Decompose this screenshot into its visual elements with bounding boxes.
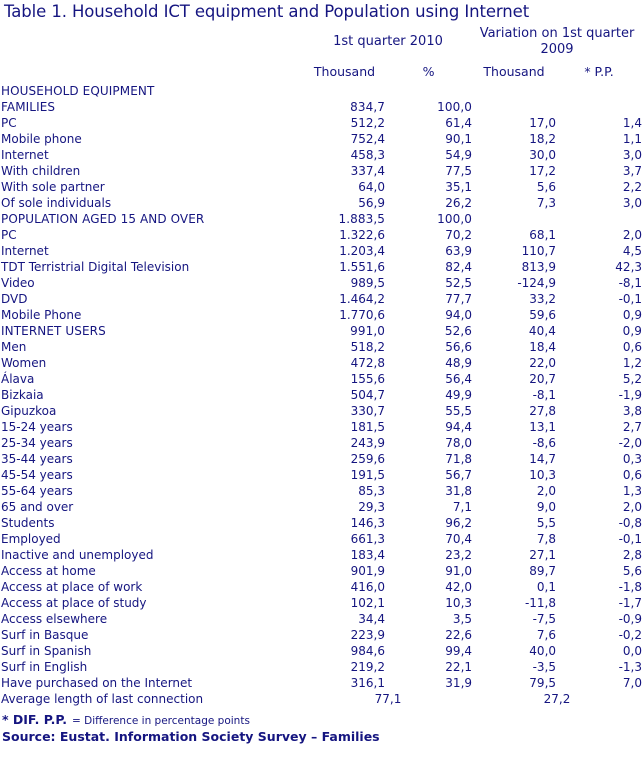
row-value-thousand-2010: 512,2: [350, 116, 385, 130]
row-value-percent: 100,0: [437, 212, 473, 226]
row-value-pp: -1,9: [618, 388, 643, 402]
row-value-span-variation: 27,2: [543, 692, 571, 706]
row-value-pp: 2,2: [622, 180, 643, 194]
table-row: [1, 387, 642, 403]
table-row: [1, 131, 642, 147]
row-value-thousand-2010: 85,3: [358, 484, 385, 498]
table-row: [1, 323, 642, 339]
row-value-percent: 90,1: [445, 132, 473, 146]
header-subcorner-blank: [1, 59, 304, 83]
row-value-thousand-variation: [472, 99, 556, 115]
row-value-thousand-variation: 110,7: [521, 244, 557, 258]
row-value-thousand-2010: 416,0: [350, 580, 385, 594]
row-value-thousand-2010: 1.322,6: [339, 228, 385, 242]
row-label: With children: [1, 164, 81, 178]
row-value-percent: 10,3: [445, 596, 473, 610]
row-value-pp: 0,9: [622, 324, 643, 338]
row-value-thousand-2010: 518,2: [350, 340, 385, 354]
table-row: [1, 595, 642, 611]
table-row: [1, 627, 642, 643]
ict-table: [1, 25, 642, 707]
row-value-percent: 94,0: [445, 308, 473, 322]
table-row: [1, 499, 642, 515]
row-value-thousand-variation: 10,3: [529, 468, 557, 482]
row-value-thousand-2010: 834,7: [350, 100, 385, 114]
row-value-thousand-variation: 40,0: [529, 644, 557, 658]
row-value-thousand-variation: 30,0: [529, 148, 557, 162]
row-value-thousand-2010: [304, 83, 385, 99]
row-value-pp: 0,6: [622, 340, 643, 354]
row-value-thousand-variation: 18,2: [529, 132, 557, 146]
row-value-percent: 94,4: [445, 420, 473, 434]
row-value-percent: 54,9: [445, 148, 473, 162]
row-value-thousand-2010: 1.203,4: [339, 244, 385, 258]
row-label: Men: [1, 340, 27, 354]
row-value-pp: [556, 99, 642, 115]
row-value-thousand-variation: -124,9: [517, 276, 557, 290]
header-col-pp: * P.P.: [584, 63, 614, 79]
row-value-thousand-2010: 1.464,2: [339, 292, 385, 306]
table-row: [1, 643, 642, 659]
row-value-thousand-2010: 984,6: [350, 644, 385, 658]
row-value-thousand-2010: 1.883,5: [338, 212, 385, 226]
row-value-thousand-2010: 901,9: [350, 564, 385, 578]
row-value-thousand-2010: 243,9: [350, 436, 385, 450]
row-value-thousand-variation: 17,2: [529, 164, 557, 178]
row-value-thousand-variation: 0,1: [536, 580, 557, 594]
row-value-percent: 22,6: [445, 628, 473, 642]
row-value-thousand-variation: 14,7: [529, 452, 557, 466]
row-value-pp: 0,0: [622, 644, 643, 658]
row-label: INTERNET USERS: [1, 324, 106, 338]
row-value-pp: 0,6: [622, 468, 643, 482]
row-value-thousand-variation: 9,0: [536, 500, 557, 514]
row-value-pp: -0,9: [618, 612, 643, 626]
table-row: [1, 163, 642, 179]
row-value-percent: 56,7: [445, 468, 473, 482]
row-label: Women: [1, 356, 47, 370]
table-row: [1, 451, 642, 467]
row-value-pp: [556, 211, 642, 227]
row-value-pp: 3,8: [622, 404, 643, 418]
row-value-thousand-variation: 7,8: [536, 532, 557, 546]
row-value-thousand-variation: 59,6: [529, 308, 557, 322]
row-value-thousand-variation: -3,5: [532, 660, 557, 674]
row-value-thousand-variation: -8,6: [532, 436, 557, 450]
row-value-percent: 77,5: [445, 164, 473, 178]
row-value-thousand-variation: 27,1: [529, 548, 557, 562]
row-value-thousand-2010: 56,9: [358, 196, 385, 210]
table-notes: [0, 707, 644, 745]
row-value-pp: 2,0: [622, 500, 643, 514]
page-title: Table 1. Household ICT equipment and Population using Internet: [4, 2, 530, 21]
row-value-thousand-variation: 27,8: [529, 404, 557, 418]
row-value-thousand-variation: 7,6: [536, 628, 557, 642]
row-value-percent: 52,6: [444, 324, 473, 338]
row-value-thousand-variation: 79,5: [529, 676, 557, 690]
row-value-thousand-variation: 13,1: [529, 420, 557, 434]
row-value-thousand-2010: 991,0: [350, 324, 385, 338]
row-value-percent: 42,0: [445, 580, 473, 594]
header-col-thousand-2010: Thousand: [313, 63, 376, 79]
row-value-thousand-variation: 20,7: [529, 372, 557, 386]
row-value-pp: 2,0: [622, 228, 643, 242]
row-value-percent: 77,7: [445, 292, 473, 306]
row-label: Internet: [1, 148, 49, 162]
row-label: Surf in English: [1, 660, 88, 674]
row-label: Employed: [1, 532, 61, 546]
row-label: Access at home: [1, 564, 96, 578]
table-row: [1, 99, 642, 115]
note-dif-label: * DIF. P.P.: [2, 712, 67, 727]
row-value-pp: -1,8: [618, 580, 643, 594]
row-value-thousand-2010: 155,6: [350, 372, 385, 386]
row-value-thousand-2010: 752,4: [350, 132, 385, 146]
row-value-pp: 1,2: [622, 356, 643, 370]
row-label: With sole partner: [1, 180, 105, 194]
row-value-pp: -0,2: [618, 628, 643, 642]
header-subcolumn-row: [1, 59, 642, 83]
row-value-thousand-2010: 223,9: [350, 628, 385, 642]
table-row: [1, 435, 642, 451]
row-value-percent: 70,2: [445, 228, 473, 242]
row-value-thousand-2010: 458,3: [350, 148, 385, 162]
row-value-thousand-variation: 33,2: [529, 292, 557, 306]
table-row: [1, 579, 642, 595]
table-row: [1, 531, 642, 547]
table-body: [1, 83, 642, 707]
header-col-percent: %: [422, 63, 435, 79]
row-value-thousand-variation: 813,9: [521, 260, 557, 274]
row-value-pp: -0,1: [618, 532, 643, 546]
header-col-thousand-variation: Thousand: [483, 63, 545, 79]
row-value-percent: 56,4: [445, 372, 473, 386]
row-value-pp: 2,7: [622, 420, 643, 434]
note-source: Source: Eustat. Information Society Survey – Families: [2, 729, 380, 744]
row-value-percent: 82,4: [445, 260, 473, 274]
row-value-pp: -1,3: [618, 660, 643, 674]
row-value-thousand-variation: 18,4: [529, 340, 557, 354]
table-row: [1, 467, 642, 483]
table-row: [1, 371, 642, 387]
row-value-percent: 35,1: [445, 180, 473, 194]
row-value-percent: 22,1: [445, 660, 473, 674]
row-value-pp: 3,0: [622, 196, 643, 210]
row-label: 25-34 years: [1, 436, 73, 450]
row-label: POPULATION AGED 15 AND OVER: [1, 212, 205, 226]
row-value-thousand-variation: 2,0: [536, 484, 557, 498]
row-value-pp: 1,1: [622, 132, 643, 146]
row-value-thousand-variation: -7,5: [532, 612, 557, 626]
row-value-percent: 99,4: [445, 644, 473, 658]
row-value-percent: 31,9: [445, 676, 473, 690]
row-value-thousand-variation: 89,7: [529, 564, 557, 578]
row-value-percent: 91,0: [445, 564, 473, 578]
table-row: [1, 195, 642, 211]
row-value-percent: 3,5: [452, 612, 473, 626]
table-row: [1, 243, 642, 259]
row-value-span-2010: 77,1: [374, 692, 402, 706]
header-group-variation: Variation on 1st quarter 2009: [479, 26, 635, 57]
row-value-pp: 2,8: [622, 548, 643, 562]
row-value-thousand-variation: 22,0: [529, 356, 557, 370]
row-value-percent: 31,8: [445, 484, 473, 498]
row-value-thousand-2010: 181,5: [350, 420, 385, 434]
row-value-percent: 56,6: [445, 340, 473, 354]
table-row: [1, 611, 642, 627]
row-label: Inactive and unemployed: [1, 548, 154, 562]
row-value-percent: 49,9: [445, 388, 473, 402]
row-label: Mobile Phone: [1, 308, 82, 322]
row-label: TDT Terristrial Digital Television: [1, 260, 190, 274]
row-value-pp: 0,9: [622, 308, 643, 322]
row-label: PC: [1, 116, 17, 130]
table-row: [1, 227, 642, 243]
header-corner-blank: [1, 25, 304, 59]
row-value-percent: 61,4: [445, 116, 473, 130]
table-row: [1, 659, 642, 675]
row-value-thousand-variation: 68,1: [529, 228, 557, 242]
row-label: Access at place of work: [1, 580, 143, 594]
row-value-thousand-variation: 7,3: [536, 196, 557, 210]
row-value-thousand-2010: 191,5: [350, 468, 385, 482]
row-value-pp: 0,3: [622, 452, 643, 466]
row-value-pp: -0,1: [618, 292, 643, 306]
row-label: Have purchased on the Internet: [1, 676, 193, 690]
row-value-pp: -2,0: [618, 436, 643, 450]
row-label: Surf in Spanish: [1, 644, 92, 658]
row-value-thousand-2010: 64,0: [358, 180, 385, 194]
row-value-thousand-2010: 316,1: [350, 676, 385, 690]
row-value-percent: 48,9: [445, 356, 473, 370]
row-value-thousand-2010: 1.551,6: [339, 260, 385, 274]
note-dif-line: [2, 711, 644, 729]
row-value-percent: 100,0: [437, 100, 473, 114]
row-value-percent: 96,2: [445, 516, 473, 530]
row-value-percent: 78,0: [445, 436, 473, 450]
row-value-thousand-2010: 34,4: [358, 612, 385, 626]
row-label: Students: [1, 516, 55, 530]
row-value-thousand-variation: 5,6: [536, 180, 557, 194]
row-label: Mobile phone: [1, 132, 82, 146]
row-label: Video: [1, 276, 35, 290]
row-value-thousand-2010: 183,4: [350, 548, 385, 562]
row-value-percent: 23,2: [445, 548, 473, 562]
row-label: DVD: [1, 292, 28, 306]
row-value-pp: 3,7: [622, 164, 643, 178]
header-group-row: [1, 25, 642, 59]
row-value-thousand-variation: -11,8: [524, 596, 557, 610]
row-value-pp: 4,5: [622, 244, 643, 258]
row-value-pp: 5,6: [622, 564, 643, 578]
note-dif-text: = Difference in percentage points: [72, 715, 250, 727]
row-value-pp: 1,4: [622, 116, 643, 130]
table-row: [1, 547, 642, 563]
row-label: Internet: [1, 244, 49, 258]
row-value-thousand-variation: 5,5: [536, 516, 557, 530]
row-value-thousand-variation: 40,4: [528, 324, 557, 338]
table-row: [1, 563, 642, 579]
table-row: [1, 483, 642, 499]
row-value-percent: [385, 83, 472, 99]
row-value-pp: 5,2: [622, 372, 643, 386]
row-value-percent: 71,8: [445, 452, 473, 466]
table-row: [1, 147, 642, 163]
row-label: Access elsewhere: [1, 612, 108, 626]
row-label: Álava: [1, 372, 35, 386]
row-label: 65 and over: [1, 500, 74, 514]
row-label: Surf in Basque: [1, 628, 89, 642]
row-value-percent: 7,1: [452, 500, 473, 514]
row-value-percent: 26,2: [445, 196, 473, 210]
table-row: [1, 211, 642, 227]
row-label: FAMILIES: [1, 100, 56, 114]
row-label: 35-44 years: [1, 452, 73, 466]
row-value-pp: 42,3: [615, 260, 643, 274]
table-row: [1, 419, 642, 435]
row-value-thousand-2010: 337,4: [350, 164, 385, 178]
table-row: [1, 115, 642, 131]
row-value-thousand-2010: 1.770,6: [339, 308, 385, 322]
table-row: [1, 355, 642, 371]
row-label: HOUSEHOLD EQUIPMENT: [1, 84, 155, 98]
row-value-percent: 70,4: [445, 532, 473, 546]
row-label: 55-64 years: [1, 484, 73, 498]
table-header: [1, 25, 642, 83]
row-value-thousand-2010: 102,1: [350, 596, 385, 610]
row-value-percent: 55,5: [445, 404, 473, 418]
row-value-pp: -1,7: [618, 596, 643, 610]
row-value-thousand-2010: 989,5: [350, 276, 385, 290]
row-value-thousand-2010: 146,3: [350, 516, 385, 530]
table-row: [1, 675, 642, 691]
table-row: [1, 259, 642, 275]
row-value-pp: 1,3: [622, 484, 643, 498]
table-row: [1, 691, 642, 707]
row-value-thousand-variation: [472, 83, 556, 99]
row-value-thousand-2010: 330,7: [350, 404, 385, 418]
row-label: 45-54 years: [1, 468, 73, 482]
table-row: [1, 179, 642, 195]
table-row: [1, 403, 642, 419]
table-row: [1, 275, 642, 291]
row-value-pp: 3,0: [622, 148, 643, 162]
row-value-thousand-2010: 472,8: [350, 356, 385, 370]
row-value-pp: 7,0: [622, 676, 643, 690]
row-value-thousand-2010: 219,2: [350, 660, 385, 674]
row-value-percent: 52,5: [445, 276, 473, 290]
header-group-q1-2010: 1st quarter 2010: [333, 34, 443, 49]
row-label: Average length of last connection: [1, 692, 204, 706]
row-value-thousand-variation: -8,1: [532, 388, 557, 402]
row-value-thousand-2010: 29,3: [358, 500, 385, 514]
row-label: Gipuzkoa: [1, 404, 57, 418]
row-label: PC: [1, 228, 17, 242]
row-value-thousand-variation: 17,0: [529, 116, 557, 130]
row-label: Access at place of study: [1, 596, 147, 610]
row-value-pp: -8,1: [618, 276, 643, 290]
table-row: [1, 339, 642, 355]
row-label: Of sole individuals: [1, 196, 112, 210]
row-value-thousand-2010: 661,3: [350, 532, 385, 546]
row-value-pp: [556, 83, 642, 99]
row-value-thousand-2010: 259,6: [350, 452, 385, 466]
row-label: Bizkaia: [1, 388, 44, 402]
row-value-thousand-2010: 504,7: [350, 388, 385, 402]
table-row: [1, 291, 642, 307]
row-value-thousand-variation: [472, 211, 556, 227]
row-label: 15-24 years: [1, 420, 73, 434]
table-row: [1, 83, 642, 99]
table-row: [1, 307, 642, 323]
table-row: [1, 515, 642, 531]
row-value-percent: 63,9: [445, 244, 473, 258]
row-value-pp: -0,8: [618, 516, 643, 530]
